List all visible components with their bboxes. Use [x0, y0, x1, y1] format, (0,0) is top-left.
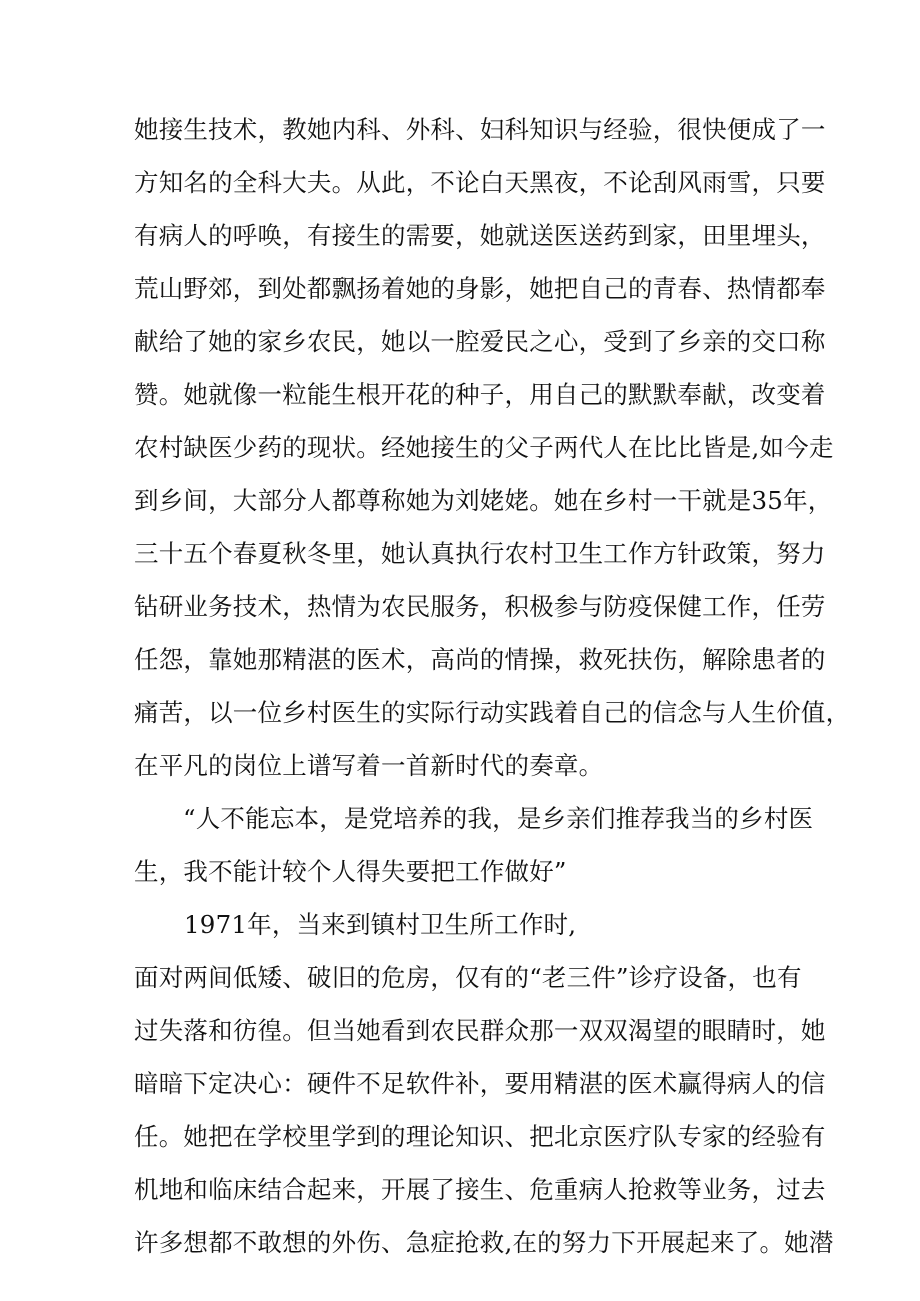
text-line: 任怨，靠她那精湛的医术，高尚的情操，救死扶伤，解除患者的	[134, 645, 826, 674]
text-line: 面对两间低矮、破旧的危房，仅有的“老三件”诊疗设备，也有	[134, 963, 802, 992]
text-line: 钻研业务技术，热情为农民服务，积极参与防疫保健工作，任劳	[134, 592, 826, 621]
text-line: 过失落和彷徨。但当她看到农民群众那一双双渴望的眼睛时，她	[134, 1016, 826, 1045]
text-line: 1971年，当来到镇村卫生所工作时,	[184, 910, 577, 939]
text-line: 方知名的全科大夫。从此，不论白天黑夜，不论刮风雨雪，只要	[134, 168, 826, 197]
text-line: 农村缺医少药的现状。经她接生的父子两代人在比比皆是,如今走	[134, 433, 834, 462]
text-line: 三十五个春夏秋冬里，她认真执行农村卫生工作方针政策，努力	[134, 539, 826, 568]
text-line: 任。她把在学校里学到的理论知识、把北京医疗队专家的经验有	[134, 1122, 826, 1151]
text-line: 她接生技术，教她内科、外科、妇科知识与经验，很快便成了一	[134, 115, 826, 144]
text-line: 荒山野郊，到处都飘扬着她的身影，她把自己的青春、热情都奉	[134, 274, 826, 303]
quote-line: 生，我不能计较个人得失要把工作做好”	[134, 857, 567, 886]
text-line: 机地和临床结合起来，开展了接生、危重病人抢救等业务，过去	[134, 1175, 826, 1204]
text-line: 献给了她的家乡农民，她以一腔爱民之心，受到了乡亲的交口称	[134, 327, 826, 356]
quote-line: “人不能忘本，是党培养的我，是乡亲们推荐我当的乡村医	[183, 804, 814, 833]
text-line: 有病人的呼唤，有接生的需要，她就送医送药到家，田里埋头，	[134, 221, 826, 250]
text-line: 许多想都不敢想的外伤、急症抢救,在的努力下开展起来了。她潜	[134, 1228, 834, 1257]
text-line: 赞。她就像一粒能生根开花的种子，用自己的默默奉献，改变着	[134, 380, 826, 409]
text-line: 痛苦，以一位乡村医生的实际行动实践着自己的信念与人生价值，	[134, 698, 851, 727]
text-line: 在平凡的岗位上谱写着一首新时代的奏章。	[134, 751, 604, 780]
text-line: 暗暗下定决心：硬件不足软件补，要用精湛的医术赢得病人的信	[134, 1069, 826, 1098]
text-line: 到乡间，大部分人都尊称她为刘姥姥。她在乡村一干就是35年，	[134, 486, 833, 515]
